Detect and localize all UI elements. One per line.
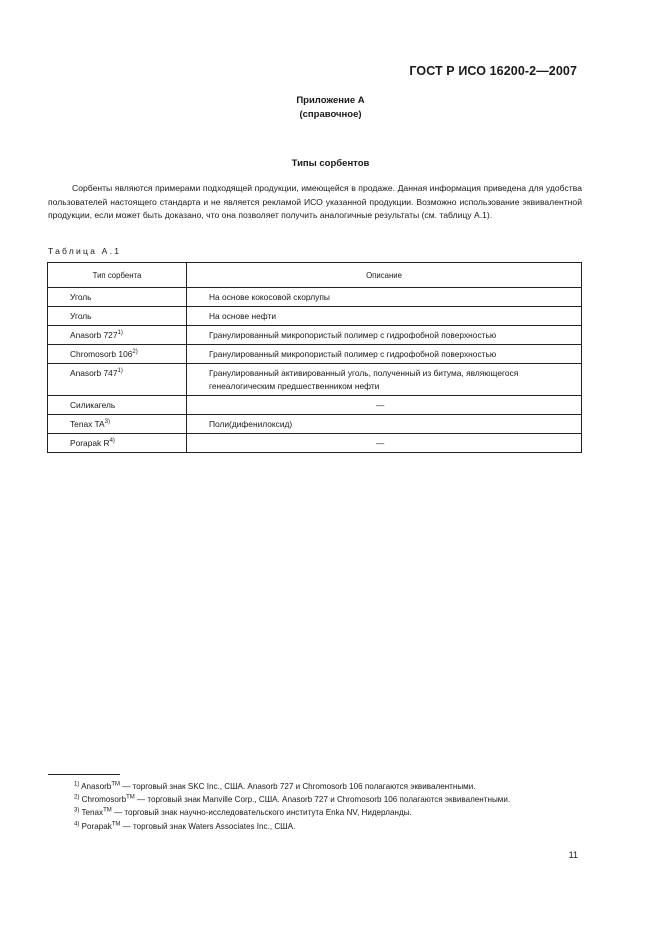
footnote-text: — торговый знак Waters Associates Inc., США. [120, 821, 296, 831]
trademark-mark: TM [103, 807, 112, 814]
sorbent-type: Porapak R [70, 438, 110, 448]
sorbent-type-cell [48, 345, 187, 364]
sorbent-type-cell [48, 364, 187, 396]
section-title: Типы сорбентов [291, 158, 370, 169]
sorbent-type-cell [48, 434, 187, 453]
sorbent-type-cell [48, 415, 187, 434]
sorbent-type: Уголь [70, 311, 92, 321]
description-cell: На основе нефти [187, 307, 582, 326]
sorbent-table [47, 262, 582, 453]
intro-paragraph [48, 182, 582, 223]
annex-heading [0, 94, 661, 122]
footnote-mark: 1) [74, 781, 80, 788]
sorbent-type-cell [48, 288, 187, 307]
footnote [48, 820, 582, 833]
document-code: ГОСТ Р ИСО 16200-2—2007 [409, 64, 577, 78]
description-cell: Поли(дифенилоксид) [187, 415, 582, 434]
description-cell: — [187, 396, 582, 415]
footnote-brand: Porapak [81, 821, 112, 831]
footnotes [48, 780, 582, 833]
description-cell: Гранулированный микропористый полимер с гидрофобной поверхностью [187, 326, 582, 345]
sorbent-type-cell [48, 396, 187, 415]
sorbent-type: Силикагель [70, 400, 116, 410]
table-row [48, 307, 582, 326]
footnote-text: — торговый знак Manville Corp., США. Anasorb 727 и Chromosorb 106 полагаются эквивалентными. [134, 795, 511, 805]
table-row [48, 326, 582, 345]
intro-paragraph-text: Сорбенты являются примерами подходящей продукции, имеющейся в продаже. Данная информация приведена для удобства пользователей настоящего стандарта и не является рекламой ИСО указанной продукции. Возможно использование эквивалентной продукции, если может быть доказано, что она позволяет получить аналогичные результаты (см. таблицу А.1). [48, 183, 582, 221]
footnote [48, 793, 582, 806]
footnote-divider [48, 774, 120, 775]
sorbent-type-cell [48, 307, 187, 326]
sorbent-type: Anasorb 727 [70, 330, 118, 340]
description-cell: Гранулированный микропористый полимер с гидрофобной поверхностью [187, 345, 582, 364]
footnote-ref: 2) [132, 349, 138, 356]
description-cell: — [187, 434, 582, 453]
sorbent-type-cell [48, 326, 187, 345]
footnote-ref: 1) [117, 330, 123, 337]
table-row [48, 396, 582, 415]
footnote [48, 806, 582, 819]
sorbent-type: Chromosorb 106 [70, 349, 133, 359]
footnote-ref: 3) [104, 419, 110, 426]
annex-subtitle: (справочное) [299, 109, 362, 120]
footnote-brand: Anasorb [81, 782, 112, 791]
table-header-row [48, 263, 582, 288]
page-number: 11 [568, 850, 578, 860]
description-cell: Гранулированный активированный уголь, полученный из битума, являющегося генеалогическим предшественником нефти [187, 364, 582, 396]
footnote-brand: Chromosorb [81, 795, 127, 805]
column-header-description: Описание [187, 263, 582, 288]
trademark-mark: TM [126, 794, 135, 801]
footnote-ref: 4) [109, 438, 115, 445]
sorbent-type: Anasorb 747 [70, 368, 118, 378]
table-row [48, 288, 582, 307]
description-cell: На основе кокосовой скорлупы [187, 288, 582, 307]
sorbent-type: Tenax TA [70, 419, 105, 429]
table-row [48, 434, 582, 453]
table-row [48, 415, 582, 434]
footnote [48, 780, 582, 793]
footnote-mark: 4) [74, 820, 80, 827]
annex-title: Приложение А [296, 95, 365, 106]
sorbent-type: Уголь [70, 292, 92, 302]
trademark-mark: TM [111, 781, 120, 788]
footnote-mark: 2) [74, 794, 80, 801]
footnote-ref: 1) [117, 368, 123, 375]
footnote-text: — торговый знак SKC Inc., США. Anasorb 727 и Chromosorb 106 полагаются эквивалентными. [119, 782, 476, 791]
footnote-text: — торговый знак научно-исследовательского института Enka NV, Нидерланды. [111, 808, 412, 818]
column-header-type: Тип сорбента [48, 263, 187, 288]
table-row [48, 364, 582, 396]
table-row [48, 345, 582, 364]
trademark-mark: TM [111, 820, 121, 827]
footnote-brand: Tenax [81, 808, 104, 818]
footnote-mark: 3) [74, 807, 80, 814]
table-label: Таблица А.1 [48, 246, 122, 256]
